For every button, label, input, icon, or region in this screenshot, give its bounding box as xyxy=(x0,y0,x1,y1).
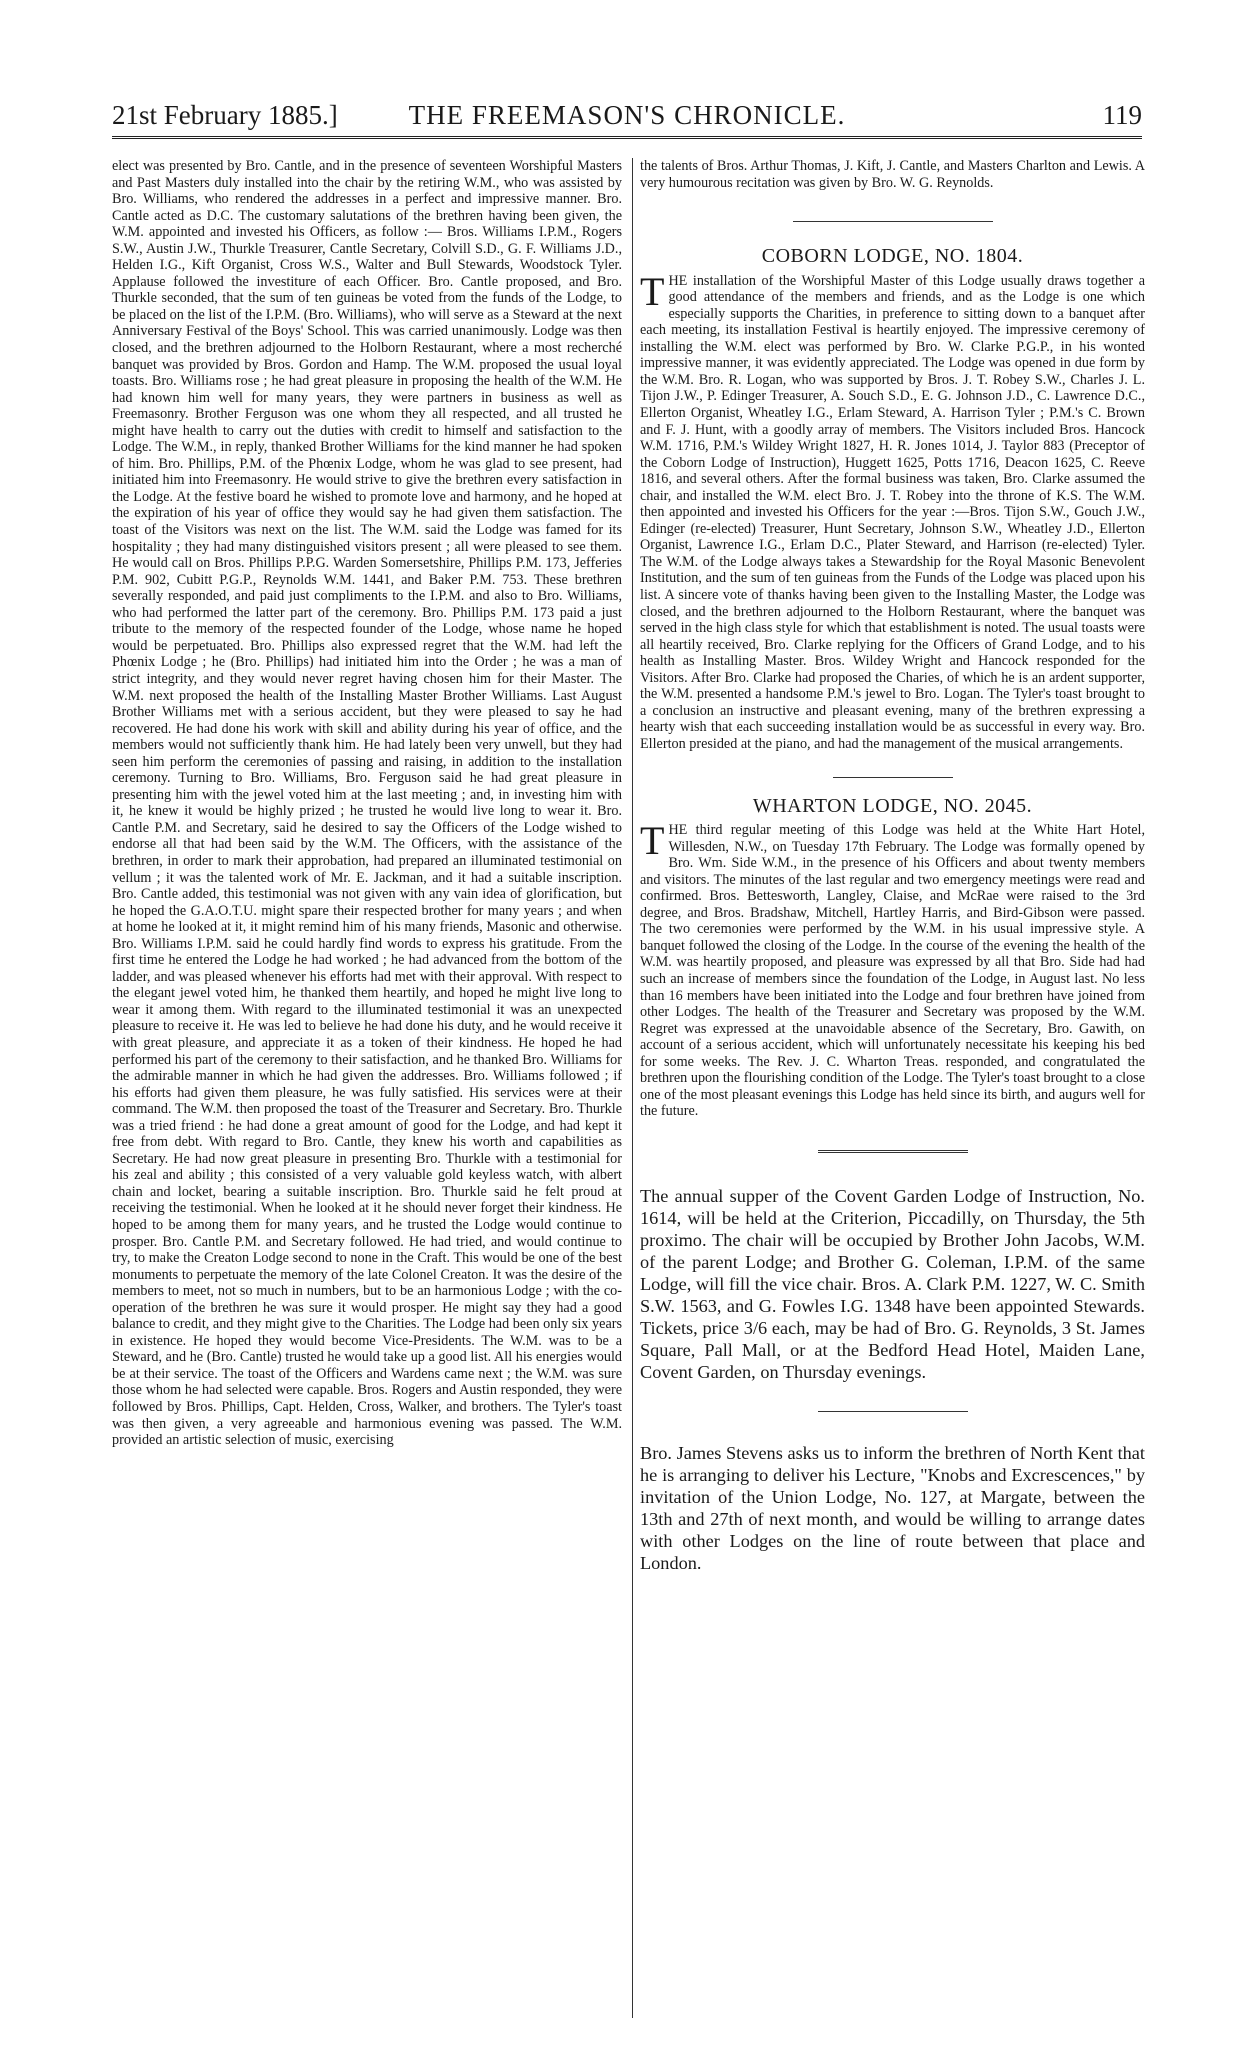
column-divider xyxy=(632,158,633,2018)
page-number: 119 xyxy=(1102,100,1142,130)
right-column xyxy=(640,158,1145,2018)
coborn-dropcap: T xyxy=(640,268,665,314)
issue-date: 21st February 1885.] xyxy=(112,100,338,130)
lodge-report-continued: elect was presented by Bro. Cantle, and in the presence of seventeen Worshipful Masters and Past Masters duly installed into the chair by the retiring W.M., who was assisted by Bro. Williams, who rendered the addresses in a perfect and impressive manner. Bro. Cantle acted as D.C. The customary salutations of the brethren having been given, the W.M. appointed and invested his Officers, as follow :— Bros. Williams I.P.M., Rogers S.W., Austin J.W., Thurkle Treasurer, Cantle Secretary, Colvill S.D., G. F. Williams J.D., Helden I.G., Kift Organist, Cross W.S., Walter and Bull Stewards, Woodstock Tyler. Applause followed the investiture of each Officer. Bro. Cantle proposed, and Bro. Thurkle seconded, that the sum of ten guineas be voted from the funds of the Lodge, to be placed on the list of the I.P.M. (Bro. Williams), who will serve as a Steward at the next Anniversary Festival of the Boys' School. This was carried unanimously. Lodge was then closed, and the brethren adjourned to the Holborn Restaurant, where a most recherché banquet was provided by Bros. Gordon and Hamp. The W.M. proposed the usual loyal toasts. Bro. Williams rose ; he had great pleasure in proposing the health of the W.M. He had known him well for many years, they were partners in business as well as Freemasonry. Brother Ferguson was one whom they all respected, and all trusted he might have health to carry out the duties with credit to himself and satisfaction to the Lodge. The W.M., in reply, thanked Brother Williams for the kind manner he had spoken of him. Bro. Phillips, P.M. of the Phœnix Lodge, whom he was glad to see present, had initiated him into Freemasonry. He would strive to give the brethren every satisfaction in the Lodge. At the festive board he wished to promote love and harmony, and he hoped at the expiration of his year of office they would say he had given them satisfaction. The toast of the Visitors was next on the list. The W.M. said the Lodge was famed for its hospitality ; they had many distinguished visitors present ; all were pleased to see them. He would call on Bros. Phillips P.P.G. Warden Somersetshire, Phillips P.M. 173, Jefferies P.M. 902, Cubitt P.G.P., Reynolds W.M. 1441, and Baker P.M. 753. These brethren severally responded, and paid just compliments to the I.P.M. and also to Bro. Williams, who had performed the latter part of the ceremony. Bro. Phillips P.M. 173 paid a just tribute to the memory of the respected founder of the Lodge, whose name he hoped would be perpetuated. Bro. Phillips also expressed regret that the W.M. had left the Phœnix Lodge ; he (Bro. Phillips) had initiated him into the Order ; he was a man of strict integrity, and they would never regret having chosen him for their Master. The W.M. next proposed the health of the Installing Master Brother Williams. Last August Brother Williams met with a serious accident, but they were pleased to say he had recovered. He had done his work with skill and ability during his year of office, and the members would not sufficiently thank him. He had lately been very unwell, but they had seen him perform the ceremonies of passing and raising, in addition to the installation ceremony. Turning to Bro. Williams, Bro. Ferguson said he had great pleasure in presenting him with the jewel voted him at the last meeting ; and, in investing him with it, he knew it would be highly prized ; he trusted he would live long to wear it. Bro. Cantle P.M. and Secretary, said he desired to say the Officers of the Lodge wished to endorse all that had been said by the W.M. The Officers, with the assistance of the brethren, in order to mark their approbation, had prepared an illuminated testimonial on vellum ; it was the talented work of Mr. E. Jackman, and it had a suitable inscription. Bro. Cantle added, this testimonial was not given with any vain idea of glorification, but he hoped the G.A.O.T.U. might spare their respected brother for many years ; and when at home he looked at it, it might remind him of his many friends, Masonic and otherwise. Bro. Williams I.P.M. said he could hardly find words to express his gratitude. From the first time he entered the Lodge he had worked ; he had advanced from the bottom of the ladder, and was pleased whenever his efforts had met with their approval. With respect to the elegant jewel voted him, he thanked them heartily, and hoped he might live long to wear it among them. With regard to the illuminated testimonial it was an unexpected pleasure to receive it. He was led to believe he had done his duty, and he would receive it with great pleasure, and appreciate it as a token of their kindness. He hoped he had performed his part of the ceremony to their satisfaction, and he thanked Bro. Williams for the admirable manner in which he had given the addresses. Bro. Williams followed ; if his efforts had given them pleasure, he was fully satisfied. His services were at their command. The W.M. then proposed the toast of the Treasurer and Secretary. Bro. Thurkle was a tried friend : he had done a great amount of good for the Lodge, and had kept it free from debt. With regard to Bro. Cantle, they knew his worth and capabilities as Secretary. He had now great pleasure in presenting Bro. Thurkle with a testimonial for his zeal and ability ; this consisted of a very valuable gold keyless watch, with albert chain and locket, bearing a suitable inscription. Bro. Thurkle said he felt proud at receiving the testimonial. When he looked at it he should never forget their kindness. He hoped to be among them for many years, and he trusted the Lodge would continue to prosper. Bro. Cantle P.M. and Secretary followed. He had tried, and would continue to try, to make the Creaton Lodge second to none in the Craft. This would be one of the best monuments to perpetuate the memory of the late Colonel Creaton. It was the desire of the members to meet, not so much in numbers, but to be an harmonious Lodge ; with the co-operation of the brethren he was sure it would prosper. He might say they had a good balance to credit, and they might give to the Charities. The Lodge had been only six years in existence. He hoped they would become Vice-Presidents. The W.M. was to be a Steward, and he (Bro. Cantle) trusted he would take up a good list. All his energies would be at their service. The toast of the Officers and Wardens came next ; the W.M. was sure those whom he had selected were capable. Bros. Rogers and Austin responded, they were followed by Bros. Phillips, Capt. Helden, Cross, Walker, and brothers. The Tyler's toast was then given, a very agreeable and harmonious evening was passed. The W.M. provided an artistic selection of music, exercising xyxy=(112,158,622,1449)
wharton-lodge-heading: WHARTON LODGE, NO. 2045. xyxy=(752,794,1033,817)
left-column xyxy=(112,158,622,2018)
stevens-lecture-notice: Bro. James Stevens asks us to inform the brethren of North Kent that he is arranging to deliver his Lecture, "Knobs and Excrescences," by invitation of the Union Lodge, No. 127, at Margate, between the 13th and 27th of next month, and would be willing to arrange dates with other Lodges on the line of route between that place and London. xyxy=(640,1442,1145,1573)
coborn-lodge-article xyxy=(640,268,1145,753)
covent-garden-supper-notice: The annual supper of the Covent Garden Lodge of Instruction, No. 1614, will be held at the Criterion, Piccadilly, on Thursday, the 5th proximo. The chair will be occupied by Brother John Jacobs, W.M. of the parent Lodge; and Brother G. Coleman, I.P.M. of the same Lodge, will fill the vice chair. Bros. A. Clark P.M. 1227, W. C. Smith S.W. 1563, and G. Fowles I.G. 1348 have been appointed Stewards. Tickets, price 3/6 each, may be had of Bro. G. Reynolds, 3 St. James Square, Pall Mall, or at the Bedford Head Hotel, Maiden Lane, Covent Garden, on Thursday evenings. xyxy=(640,1185,1145,1382)
wharton-lodge-article xyxy=(640,818,1145,1120)
report-continuation: the talents of Bros. Arthur Thomas, J. Kift, J. Cantle, and Masters Charlton and Lewis. A very humourous recitation was given by Bro. W. G. Reynolds. xyxy=(640,158,1145,191)
wharton-dropcap: T xyxy=(640,818,665,864)
masthead-title: THE FREEMASON'S CHRONICLE. xyxy=(408,100,846,130)
coborn-lodge-heading: COBORN LODGE, NO. 1804. xyxy=(761,245,1024,268)
wharton-lodge-body: HE third regular meeting of this Lodge was held at the White Hart Hotel, Willesden, N.W., on Tuesday 17th February. The Lodge was formally opened by Bro. Wm. Side W.M., in the presence of his Officers and about twenty members and visitors. The minutes of the last regular and two emergency meetings were read and confirmed. Bros. Bettesworth, Langley, Claise, and McRae were raised to the 3rd degree, and Bros. Bradshaw, Mitchell, Hartley Harris, and Bird-Gibson were passed. The two ceremonies were performed by the W.M. in his usual impressive style. A banquet followed the closing of the Lodge. In the course of the evening the health of the W.M. was heartily proposed, and pleasure was expressed by all that Bro. Side had had such an increase of members since the foundation of the Lodge, in August last. No less than 16 members have been initiated into the Lodge and four brethren have joined from other Lodges. The health of the Treasurer and Secretary was proposed by the W.M. Regret was expressed at the unavoidable absence of the Secretary, Bro. Gawith, on account of a serious accident, which will unfortunately necessitate his keeping his bed for some weeks. The Rev. J. C. Wharton Treas. responded, and congratulated the brethren upon the flourishing condition of the Lodge. The Tyler's toast brought to a close one of the most pleasant evenings this Lodge has held since its birth, and augurs well for the future. xyxy=(640,822,1145,1120)
coborn-lodge-body: HE installation of the Worshipful Master of this Lodge usually draws together a good attendance of the members and friends, and as the Lodge is one which especially supports the Charities, in preference to sitting down to a banquet after each meeting, its installation Festival is heartily enjoyed. The impressive ceremony of installing the W.M. elect was performed by Bro. W. Clarke P.G.P., in his wonted impressive manner, it was evidently appreciated. The Lodge was opened in due form by the W.M. Bro. R. Logan, who was supported by Bros. J. T. Robey S.W., Charles J. L. Tijon J.W., P. Edinger Treasurer, A. Souch S.D., E. G. Johnson J.D., C. Lawrence D.C., Ellerton Organist, Wheatley I.G., Erlam Steward, A. Harrison Tyler ; P.M.'s C. Brown and F. J. Hunt, with a goodly array of members. The Visitors included Bros. Hancock W.M. 1716, P.M.'s Wildey Wright 1827, H. R. Jones 1014, J. Taylor 883 (Preceptor of the Coborn Lodge of Instruction), Huggett 1625, Potts 1716, Deacon 1625, C. Reeve 1816, and several others. After the formal business was taken, Bro. Clarke assumed the chair, and installed the W.M. elect Bro. J. T. Robey into the throne of K.S. The W.M. then appointed and invested his Officers for the year :—Bros. Tijon S.W., Gouch J.W., Edinger (re-elected) Treasurer, Hunt Secretary, Johnson S.W., Wheatley J.D., Ellerton Organist, Lawrence I.G., Erlam D.C., Plater Steward, and Harrison (re-elected) Tyler. The W.M. of the Lodge always takes a Stewardship for the Royal Masonic Benevolent Institution, and the sum of ten guineas from the Funds of the Lodge was placed upon his list. A sincere vote of thanks having been given to the Installing Master, the Lodge was closed, and the brethren adjourned to the Holborn Restaurant, where the banquet was served in the high class style for which that establishment is noted. The usual toasts were all heartily received, Bro. Clarke replying for the Officers of Grand Lodge, and to his health as Installing Master. Bros. Wildey Wright and Hancock responded for the Visitors. After Bro. Clarke had proposed the Charies, of which he is an ardent supporter, the W.M. presented a handsome P.M.'s jewel to Bro. Logan. The Tyler's toast brought to a conclusion an instructive and pleasant evening, many of the brethren expressing a hearty wish that each succeeding installation would be as successful in every way. Bro. Ellerton presided at the piano, and had the management of the musical arrangements. xyxy=(640,272,1145,752)
page-header xyxy=(112,100,1142,139)
